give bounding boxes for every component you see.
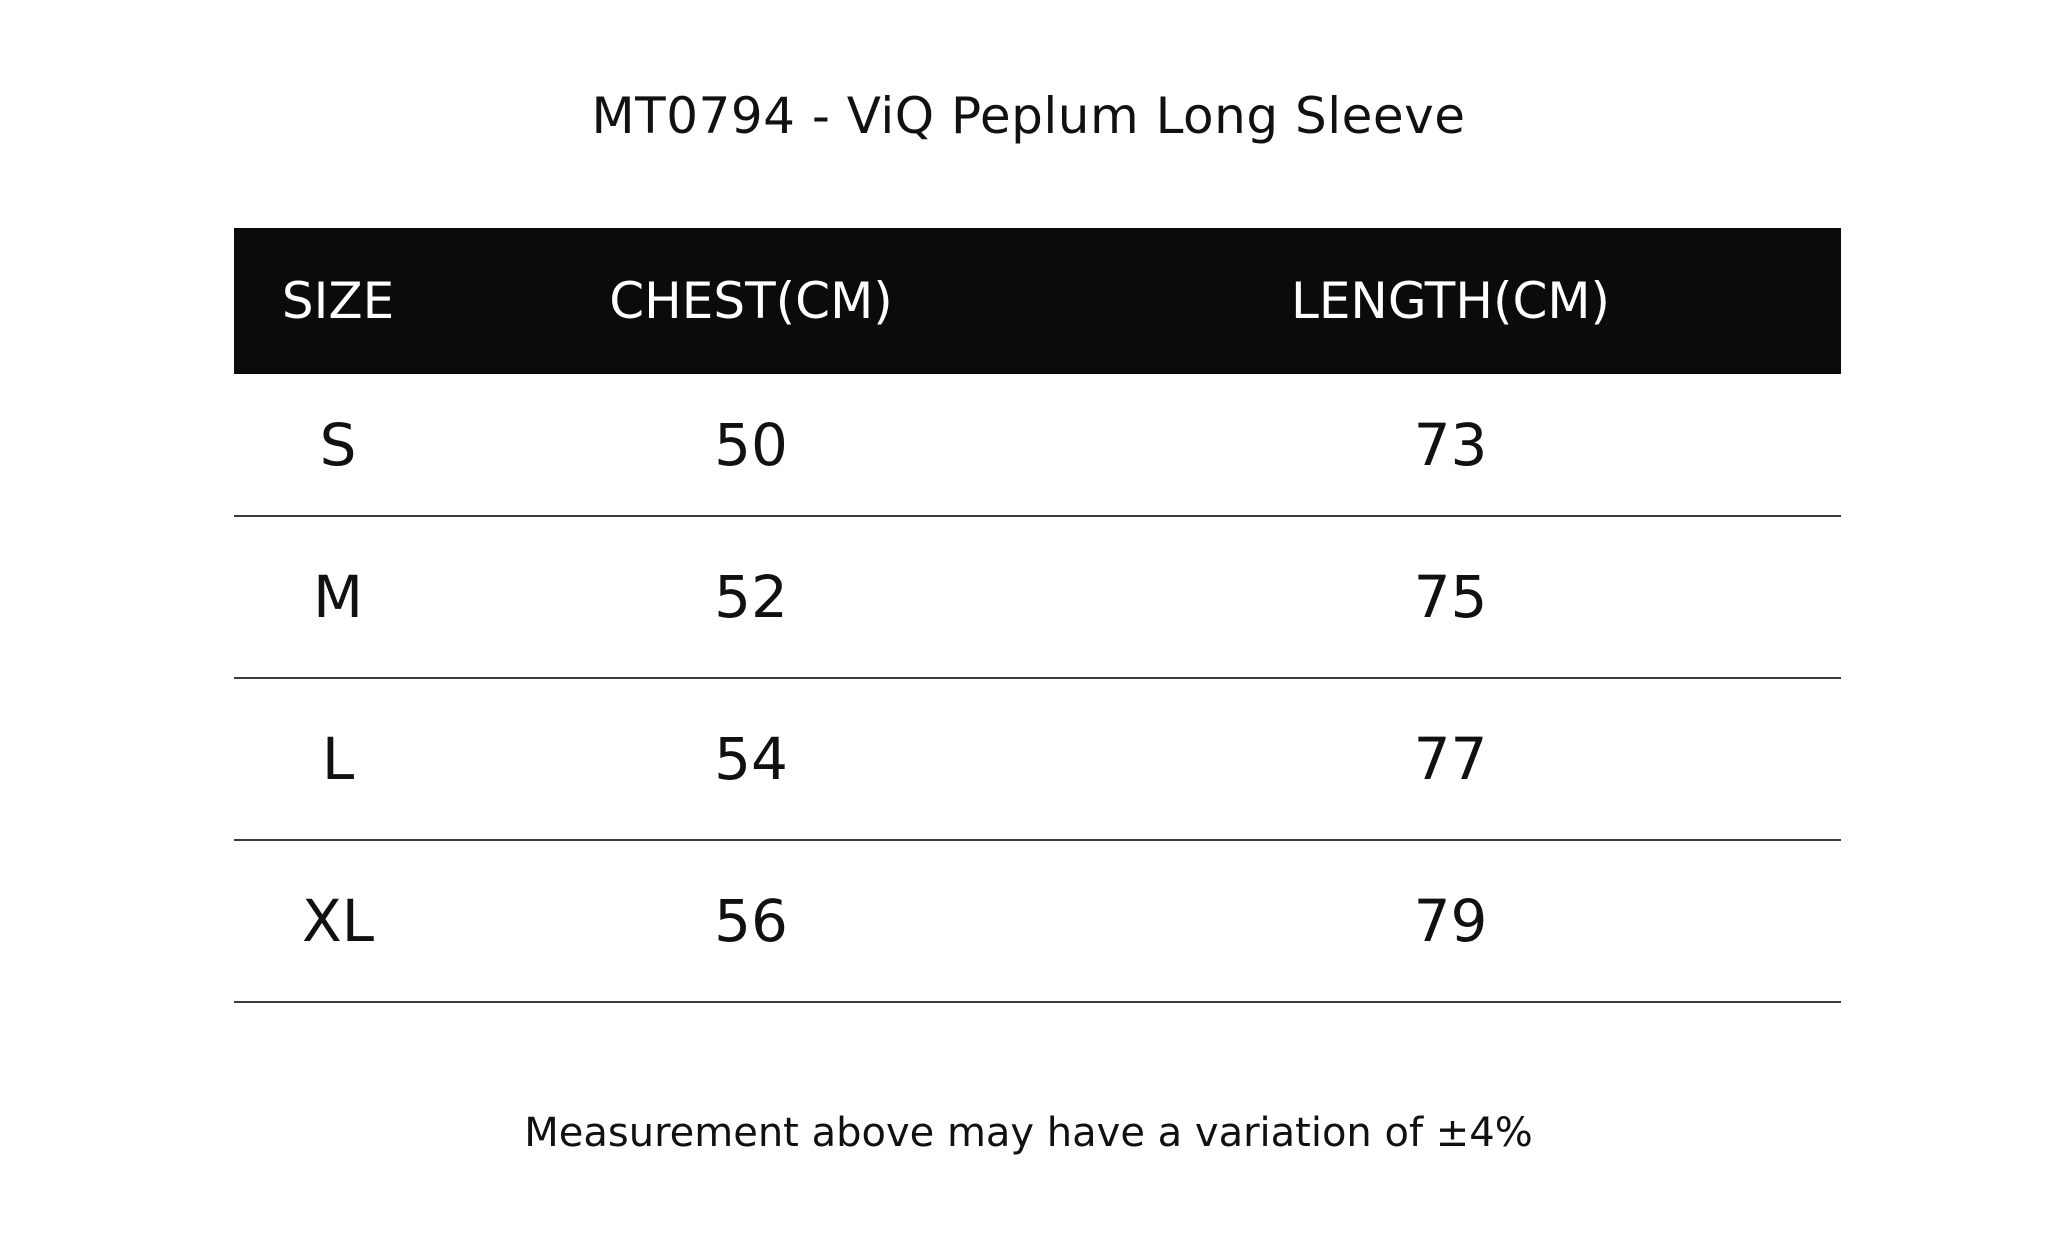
table-row (234, 374, 1841, 516)
cell-size: L (234, 678, 442, 840)
table-body (234, 374, 1841, 1002)
cell-chest: 54 (442, 678, 1060, 840)
measurement-note: Measurement above may have a variation of ±4% (524, 1110, 1533, 1156)
header-chest: CHEST(CM) (609, 272, 893, 330)
cell-size: M (234, 516, 442, 678)
cell-size: S (234, 374, 442, 516)
cell-chest: 56 (442, 840, 1060, 1002)
page-title: MT0794 - ViQ Peplum Long Sleeve (591, 87, 1466, 145)
header-row (234, 228, 1841, 374)
cell-length: 77 (1060, 678, 1841, 840)
table-row (234, 840, 1841, 1002)
cell-length: 79 (1060, 840, 1841, 1002)
header-length: LENGTH(CM) (1290, 272, 1611, 330)
cell-length: 73 (1060, 374, 1841, 516)
table-row (234, 678, 1841, 840)
cell-length: 75 (1060, 516, 1841, 678)
table-header (234, 228, 1841, 374)
cell-chest: 50 (442, 374, 1060, 516)
header-size: SIZE (281, 272, 395, 330)
cell-chest: 52 (442, 516, 1060, 678)
cell-size: XL (234, 840, 442, 1002)
size-chart-table (234, 228, 1841, 1003)
table-row (234, 516, 1841, 678)
